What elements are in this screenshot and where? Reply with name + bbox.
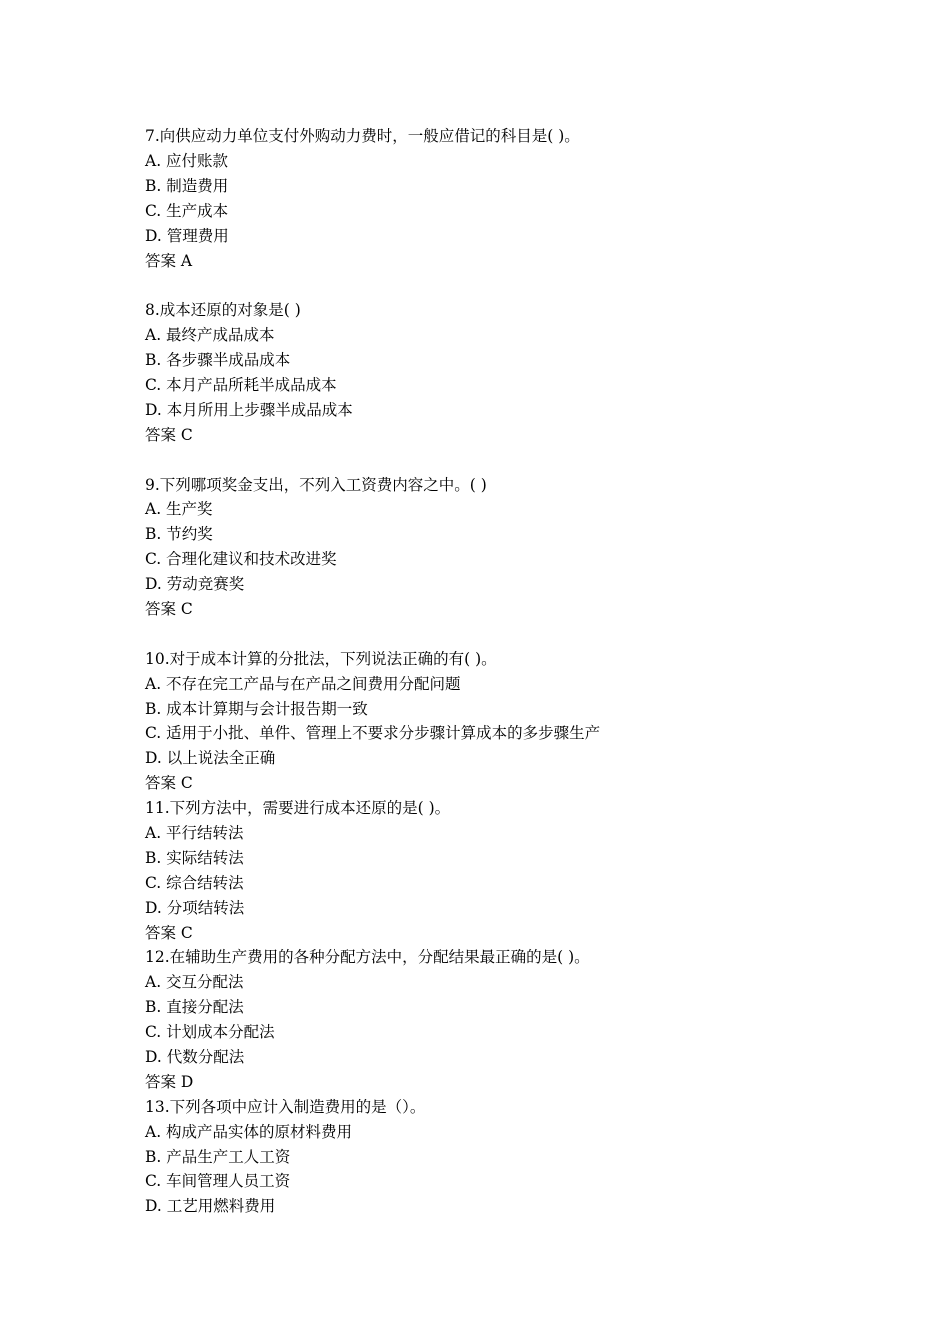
option-c: C. 生产成本 <box>145 202 229 220</box>
option-b: B. 各步骤半成品成本 <box>145 351 291 369</box>
option-d: D. 以上说法全正确 <box>145 749 276 767</box>
option-a: A. 应付账款 <box>145 152 229 170</box>
option-a: A. 生产奖 <box>145 500 213 518</box>
option-c: C. 适用于小批、单件、管理上不要求分步骤计算成本的多步骤生产 <box>145 724 601 742</box>
answer-8: 答案 C <box>145 426 193 444</box>
question-8: 8.成本还原的对象是( ) <box>145 301 301 319</box>
option-d: D. 管理费用 <box>145 227 229 245</box>
option-b: B. 节约奖 <box>145 525 213 543</box>
option-b: B. 产品生产工人工资 <box>145 1148 291 1166</box>
option-a: A. 不存在完工产品与在产品之间费用分配问题 <box>145 675 461 693</box>
option-d: D. 劳动竞赛奖 <box>145 575 245 593</box>
option-a: A. 最终产成品成本 <box>145 326 275 344</box>
option-b: B. 制造费用 <box>145 177 229 195</box>
question-12: 12.在辅助生产费用的各种分配方法中，分配结果最正确的是( )。 <box>145 948 590 966</box>
option-c: C. 车间管理人员工资 <box>145 1172 291 1190</box>
answer-11: 答案 C <box>145 924 193 942</box>
option-c: C. 综合结转法 <box>145 874 244 892</box>
option-b: B. 成本计算期与会计报告期一致 <box>145 700 368 718</box>
option-d: D. 代数分配法 <box>145 1048 245 1066</box>
option-d: D. 分项结转法 <box>145 899 245 917</box>
question-13: 13.下列各项中应计入制造费用的是（）。 <box>145 1098 426 1116</box>
answer-10: 答案 C <box>145 774 193 792</box>
option-c: C. 合理化建议和技术改进奖 <box>145 550 337 568</box>
option-a: A. 平行结转法 <box>145 824 244 842</box>
answer-9: 答案 C <box>145 600 193 618</box>
question-7: 7.向供应动力单位支付外购动力费时，一般应借记的科目是( )。 <box>145 127 580 145</box>
option-a: A. 构成产品实体的原材料费用 <box>145 1123 353 1141</box>
question-11: 11.下列方法中，需要进行成本还原的是( )。 <box>145 799 451 817</box>
question-10: 10.对于成本计算的分批法，下列说法正确的有( )。 <box>145 650 497 668</box>
option-a: A. 交互分配法 <box>145 973 244 991</box>
option-d: D. 本月所用上步骤半成品成本 <box>145 401 353 419</box>
option-b: B. 实际结转法 <box>145 849 244 867</box>
option-b: B. 直接分配法 <box>145 998 244 1016</box>
option-c: C. 本月产品所耗半成品成本 <box>145 376 337 394</box>
option-c: C. 计划成本分配法 <box>145 1023 275 1041</box>
question-9: 9.下列哪项奖金支出，不列入工资费内容之中。( ) <box>145 476 487 494</box>
answer-7: 答案 A <box>145 252 193 270</box>
answer-12: 答案 D <box>145 1073 194 1091</box>
option-d: D. 工艺用燃料费用 <box>145 1197 276 1215</box>
